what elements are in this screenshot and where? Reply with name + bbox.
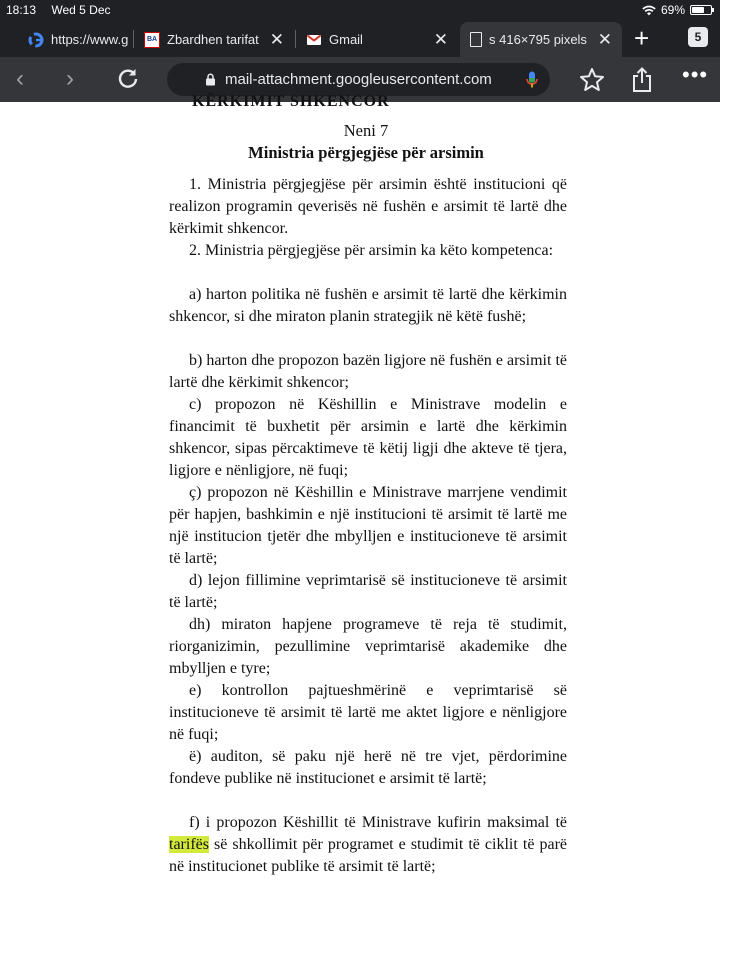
paragraph-text: f) i propozon Këshillit të Ministrave kufirin maksimal të xyxy=(189,814,567,831)
forward-button[interactable]: › xyxy=(66,65,74,92)
paragraph-text: d) lejon fillimine veprimtarisë së institucioneve të arsimit të lartë; xyxy=(169,572,567,611)
paragraph-text: c) propozon në Këshillin e Ministrave modelin e financimit të buxhetit për arsimin e lartë dhe kërkimin shkencor, sipas përcaktimeve të këtij ligji dhe akteve të tjera, ligjore e nënligjore, në fuqi; xyxy=(169,396,567,479)
close-tab-icon[interactable]: ✕ xyxy=(597,30,612,49)
bookmark-star-icon[interactable] xyxy=(579,67,605,92)
tab-google[interactable] xyxy=(18,22,132,57)
paragraph-text: b) harton dhe propozon bazën ligjore në fushën e arsimit të lartë dhe kërkimit shkencor; xyxy=(169,352,567,391)
paragraph-text: 2. Ministria përgjegjëse për arsimin ka këto kompetenca: xyxy=(189,242,554,259)
point-dh xyxy=(169,614,567,680)
tab-zbardhen[interactable] xyxy=(134,22,294,57)
paragraph-text: dh) miraton hapjene programeve të reja të studimit, riorganizimin, pezullimine veprimtarisë akademike dhe mbylljen e tyre; xyxy=(169,616,567,677)
new-tab-button[interactable]: + xyxy=(634,23,650,53)
paragraph-text: ç) propozon në Këshillin e Ministrave marrjene vendimit për hapjen, bashkimin e një institucioni të arsimit të lartë me një institucion tjetër dhe mbylljen e institucioneve të arsimit të lartë; xyxy=(169,484,567,567)
tab-title: s 416×795 pixels xyxy=(489,32,587,47)
tab-switcher-button[interactable]: 5 xyxy=(688,27,708,47)
paragraph-text: e) kontrollon pajtueshmërinë e veprimtarisë së institucioneve të arsimit të lartë me aktet ligjore e nënligjore në fuqi; xyxy=(169,682,567,743)
point-b xyxy=(169,350,567,394)
lock-icon xyxy=(205,73,216,86)
status-date: Wed 5 Dec xyxy=(51,3,111,17)
document-view xyxy=(0,93,720,960)
microphone-icon[interactable] xyxy=(526,71,538,89)
close-tab-icon[interactable]: ✕ xyxy=(269,30,284,49)
status-time: 18:13 xyxy=(6,3,37,17)
point-e-diaeresis xyxy=(169,746,567,790)
back-button[interactable]: ‹ xyxy=(16,65,24,92)
chapter-heading: KËRKIMIT SHKENCOR xyxy=(192,93,390,110)
battery-fill xyxy=(692,7,704,13)
article-number: Neni 7 xyxy=(343,121,389,140)
tab-title: Zbardhen tarifat xyxy=(167,32,259,47)
more-menu-button[interactable]: ••• xyxy=(682,62,709,87)
bav-icon: BA xyxy=(144,32,160,48)
tab-title: Gmail xyxy=(329,32,363,47)
address-bar[interactable] xyxy=(167,63,550,96)
point-c xyxy=(169,394,567,482)
paragraph-text: së shkollimit për programet e studimit të ciklit të parë në institucionet publike të arsimit të lartë; xyxy=(169,836,567,875)
wifi-icon xyxy=(642,5,656,16)
tab-strip xyxy=(0,20,720,57)
paragraph-2 xyxy=(169,240,567,262)
battery-percent: 69% xyxy=(660,3,685,17)
search-highlight: tarifës xyxy=(169,836,209,853)
paragraph-text: 1. Ministria përgjegjëse për arsimin është institucioni që realizon programin qeverisës në fushën e arsimit të lartë dhe kërkimit shkencor. xyxy=(169,176,567,237)
share-icon[interactable] xyxy=(631,67,653,93)
point-c-cedilla xyxy=(169,482,567,570)
battery-icon xyxy=(690,5,712,15)
paragraph-text: ë) auditon, së paku një herë në tre vjet, përdorimine fondeve publike në institucionet e arsimit të lartë; xyxy=(169,748,567,787)
point-d xyxy=(169,570,567,614)
paragraph-text: a) harton politika në fushën e arsimit të lartë dhe kërkimin shkencor, si dhe miraton planin strategjik në këtë fushë; xyxy=(169,286,567,325)
tab-gmail[interactable] xyxy=(296,22,458,57)
reload-icon[interactable] xyxy=(116,66,140,90)
point-e xyxy=(169,680,567,746)
tab-title: https://www.g xyxy=(51,32,129,47)
point-a xyxy=(169,284,567,328)
article-title: Ministria përgjegjëse për arsimin xyxy=(248,143,484,162)
close-tab-icon[interactable]: ✕ xyxy=(433,30,448,49)
document-icon xyxy=(470,32,482,47)
tab-image-active[interactable] xyxy=(460,22,622,57)
paragraph-1 xyxy=(169,174,567,240)
google-icon xyxy=(28,32,44,48)
url-text: mail-attachment.googleusercontent.com xyxy=(225,71,492,88)
point-f xyxy=(169,812,567,878)
gmail-icon xyxy=(306,32,322,48)
status-bar xyxy=(0,0,720,20)
